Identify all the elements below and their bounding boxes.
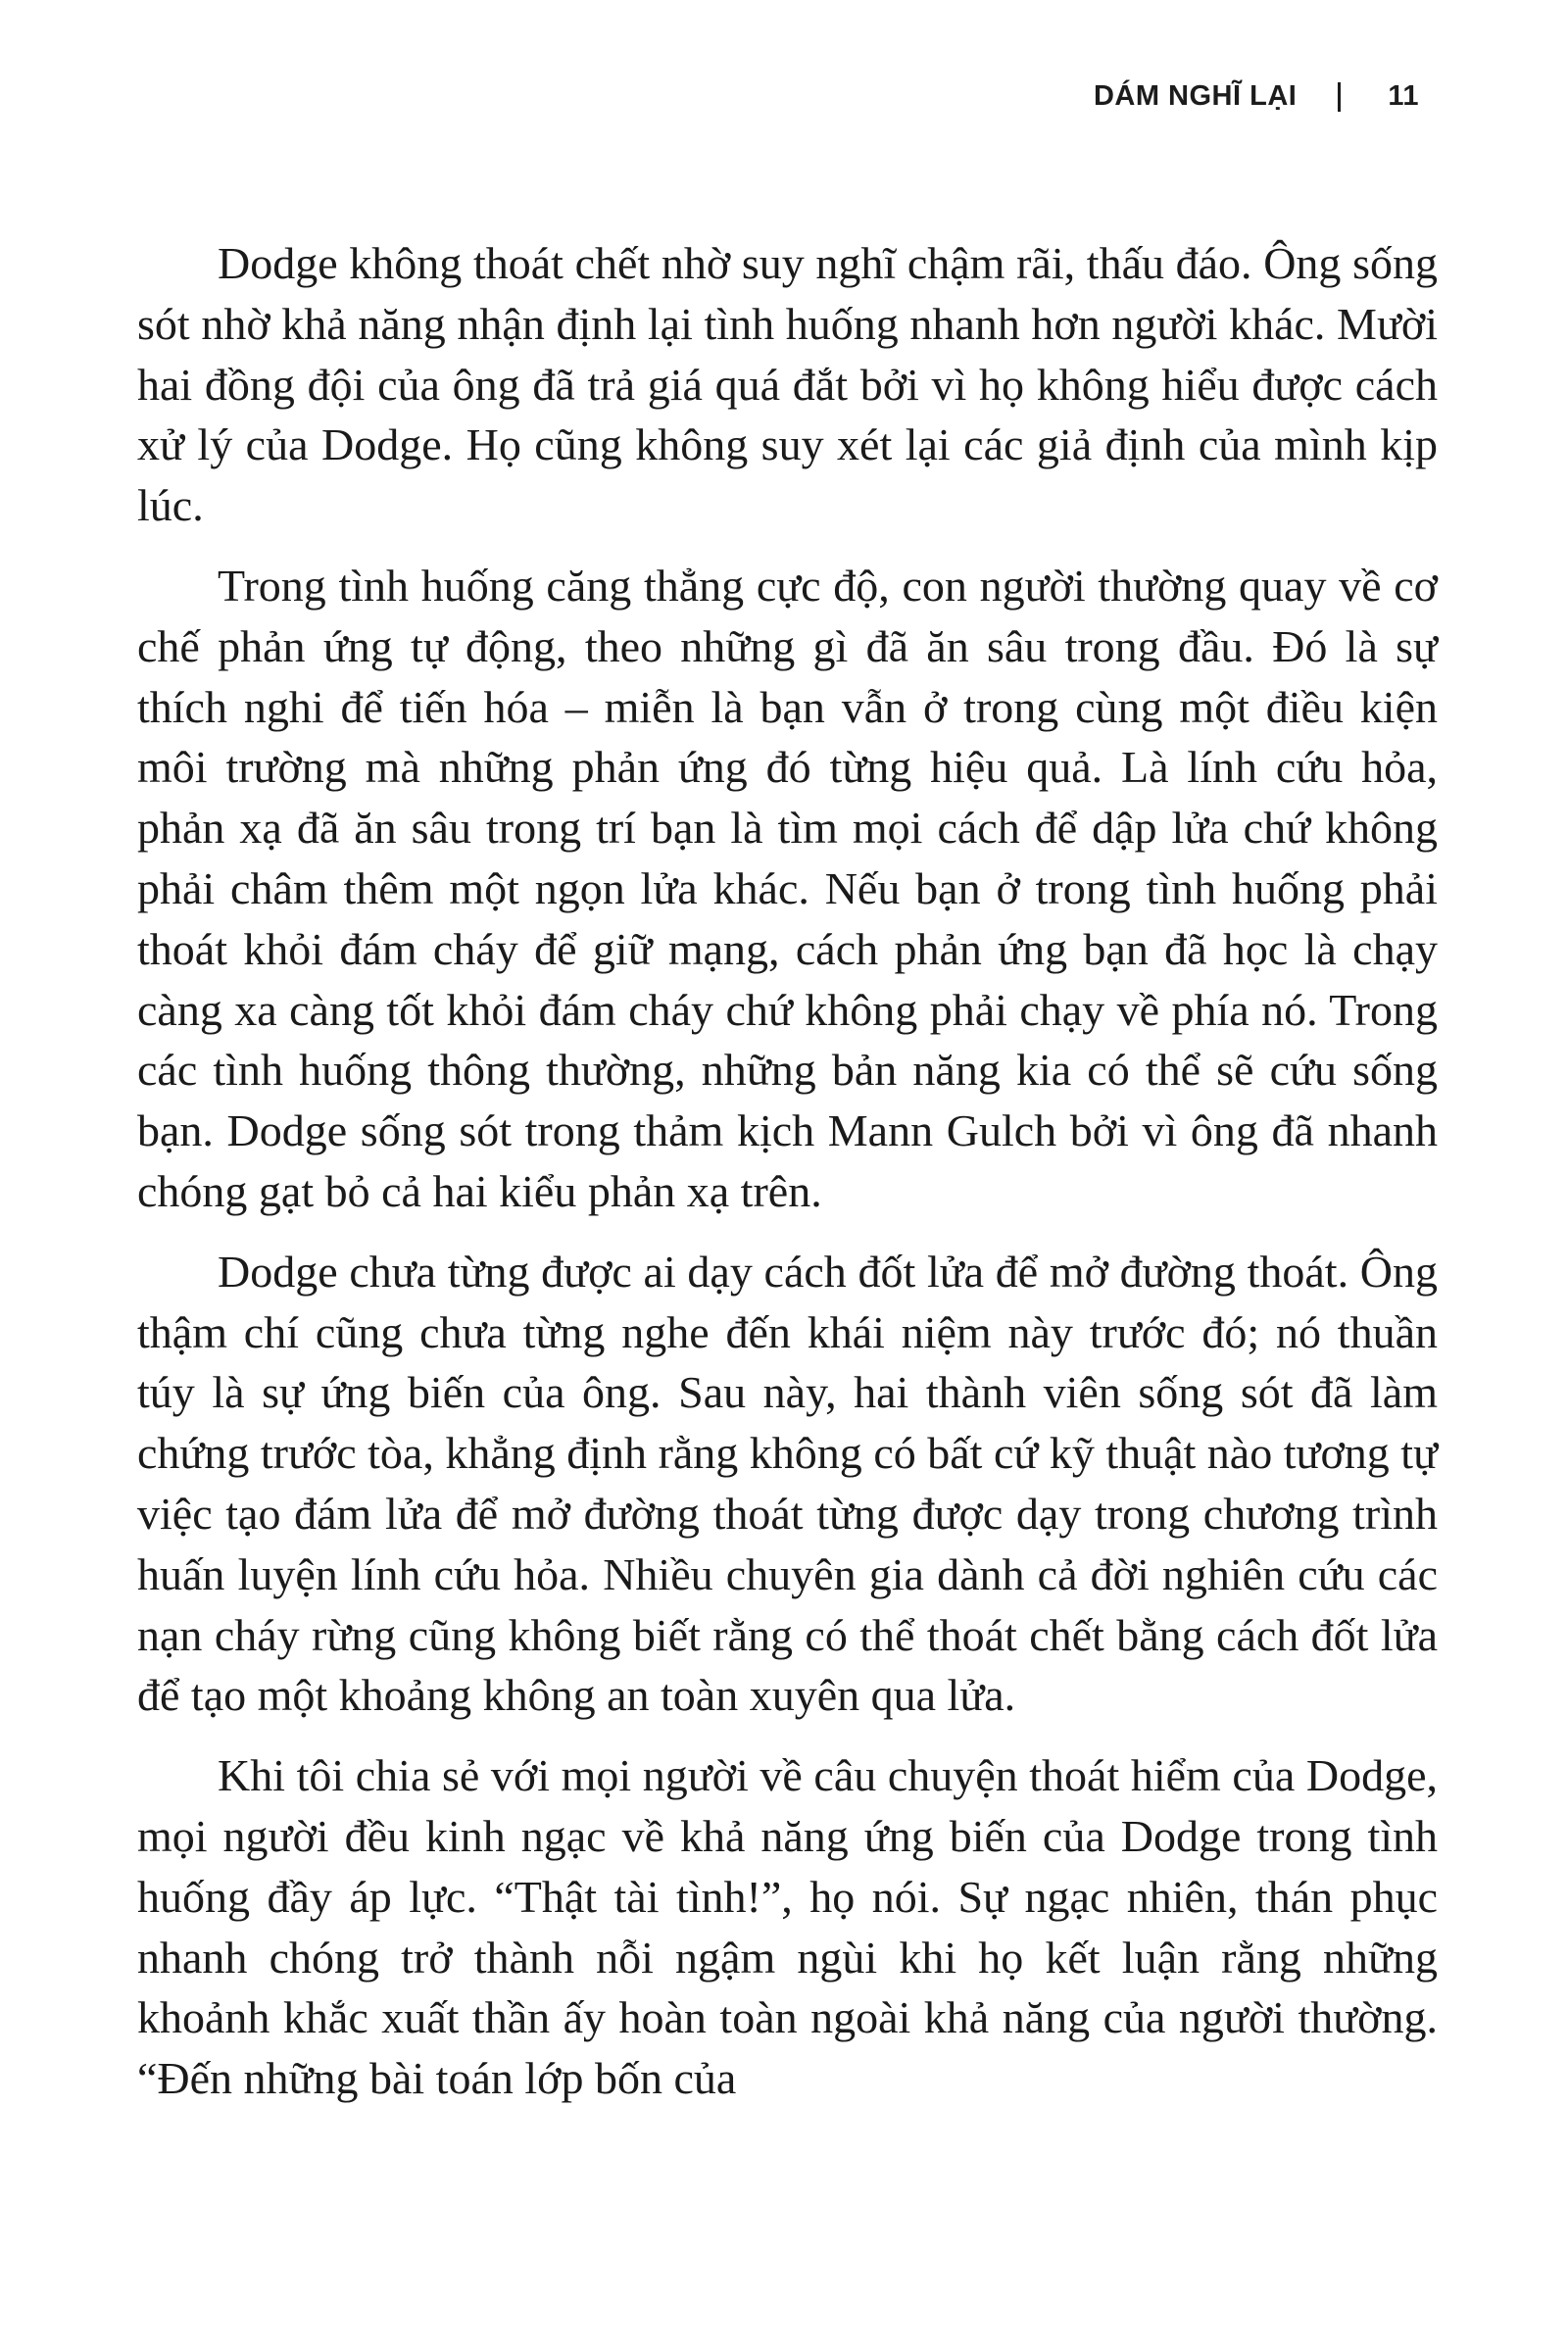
page-number: 11 (1388, 80, 1419, 112)
paragraph: Trong tình huống căng thẳng cực độ, con người thường quay về cơ chế phản ứng tự động, theo những gì đã ăn sâu trong đầu. Đó là sự thích nghi để tiến hóa – miễn là bạn vẫn ở trong cùng một điều kiện môi trường mà những phản ứng đó từng hiệu quả. Là lính cứu hỏa, phản xạ đã ăn sâu trong trí bạn là tìm mọi cách để dập lửa chứ không phải châm thêm một ngọn lửa khác. Nếu bạn ở trong tình huống phải thoát khỏi đám cháy để giữ mạng, cách phản ứng bạn đã học là chạy càng xa càng tốt khỏi đám cháy chứ không phải chạy về phía nó. Trong các tình huống thông thường, những bản năng kia có thể sẽ cứu sống bạn. Dodge sống sót trong thảm kịch Mann Gulch bởi vì ông đã nhanh chóng gạt bỏ cả hai kiểu phản xạ trên. (137, 560, 1438, 1216)
paragraph: Dodge chưa từng được ai dạy cách đốt lửa để mở đường thoát. Ông thậm chí cũng chưa từng nghe đến khái niệm này trước đó; nó thuần túy là sự ứng biến của ông. Sau này, hai thành viên sống sót đã làm chứng trước tòa, khẳng định rằng không có bất cứ kỹ thuật nào tương tự việc tạo đám lửa để mở đường thoát từng được dạy trong chương trình huấn luyện lính cứu hỏa. Nhiều chuyên gia dành cả đời nghiên cứu các nạn cháy rừng cũng không biết rằng có thể thoát chết bằng cách đốt lửa để tạo một khoảng không an toàn xuyên qua lửa. (137, 1246, 1438, 1721)
chapter-title: DÁM NGHĨ LẠI (1093, 80, 1298, 112)
body-text (137, 233, 1438, 2129)
paragraph: Khi tôi chia sẻ với mọi người về câu chuyện thoát hiểm của Dodge, mọi người đều kinh ngạc về khả năng ứng biến của Dodge trong tình huống đầy áp lực. “Thật tài tình!”, họ nói. Sự ngạc nhiên, thán phục nhanh chóng trở thành nỗi ngậm ngùi khi họ kết luận rằng những khoảnh khắc xuất thần ấy hoàn toàn ngoài khả năng của người thường. “Đến những bài toán lớp bốn của (137, 1750, 1438, 2104)
running-header (1094, 80, 1419, 113)
paragraph: Dodge không thoát chết nhờ suy nghĩ chậm rãi, thấu đáo. Ông sống sót nhờ khả năng nhận định lại tình huống nhanh hơn người khác. Mười hai đồng đội của ông đã trả giá quá đắt bởi vì họ không hiểu được cách xử lý của Dodge. Họ cũng không suy xét lại các giả định của mình kịp lúc. (137, 238, 1438, 531)
header-divider (1338, 82, 1341, 112)
